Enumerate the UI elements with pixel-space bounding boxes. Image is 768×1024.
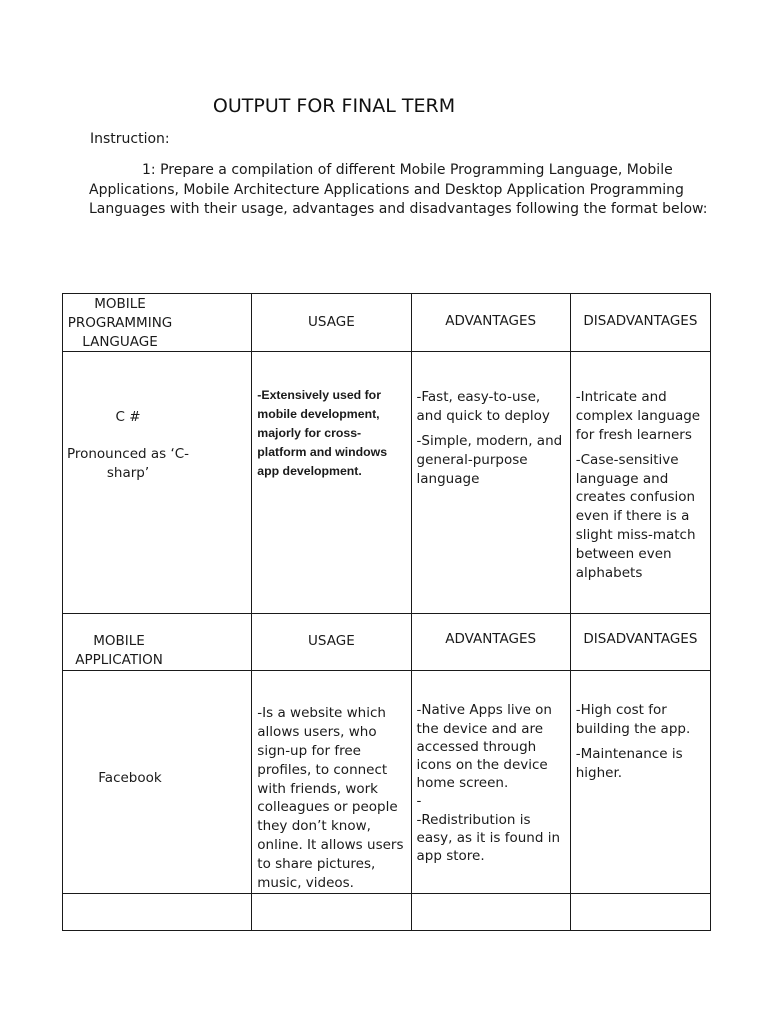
table-cell [63,671,252,894]
advantages-list [412,388,570,488]
header-cell [63,294,252,352]
list-item: -Native Apps live on the device and are accessed through icons on the device home screen. [416,702,552,792]
instruction-text [89,161,709,220]
header-mobile-programming-language: MOBILE PROGRAMMING LANGUAGE [67,296,173,350]
table-cell [252,352,411,614]
table-row [63,352,711,614]
disadvantages-list [571,388,710,582]
list-item: -Maintenance is higher. [575,745,683,781]
header-cell [570,294,710,352]
table-cell [63,352,252,614]
format-table [62,293,711,931]
header-cell [63,614,252,671]
list-item: -Intricate and complex language for fresh learners [575,389,701,443]
usage-text: -Is a website which allows users, who sign-up for free profiles, to connect with friends, work colleagues or people they don’t know, online. It allows users to share pictures, music, videos. [257,705,404,891]
empty-row [63,894,711,931]
instruction-body: 1: Prepare a compilation of different Mobile Programming Language, Mobile Applications, Mobile Architecture Applications and Desktop Application Programming Languages with their usage, advantages and disadvantages following the format below: [89,162,708,217]
header-cell [252,294,411,352]
usage-text: -Extensively used for mobile development, majorly for cross-platform and windows app development. [257,388,388,479]
empty-cell [63,894,252,931]
list-item: -High cost for building the app. [575,702,691,738]
table-cell [411,671,570,894]
table-row [63,671,711,894]
header-mobile-application: MOBILE APPLICATION [75,633,163,669]
disadvantages-list [571,701,710,782]
header-usage: USAGE [308,633,355,650]
app-name: Facebook [98,770,162,787]
list-item: -Fast, easy-to-use, and quick to deploy [416,389,550,425]
instruction-label: Instruction: [90,131,170,147]
list-item: -Simple, modern, and general-purpose language [416,432,563,487]
advantages-list [412,701,570,865]
list-item: -Case-sensitive language and creates confusion even if there is a slight miss-match between even alphabets [575,451,696,581]
empty-cell [411,894,570,931]
table-cell [411,352,570,614]
header-usage: USAGE [308,314,355,330]
header-advantages: ADVANTAGES [445,631,537,648]
empty-cell [570,894,710,931]
page-title: OUTPUT FOR FINAL TERM [212,95,456,117]
list-item: -Redistribution is easy, as it is found in app store. [416,811,560,865]
header-disadvantages: DISADVANTAGES [583,631,698,648]
table-cell [570,671,710,894]
language-name: C # [115,409,141,426]
table-cell [570,352,710,614]
header-advantages: ADVANTAGES [445,313,537,329]
header-cell [570,614,710,671]
table-header-row [63,294,711,352]
header-disadvantages: DISADVANTAGES [583,313,698,329]
header-cell [411,294,570,352]
header-cell [252,614,411,671]
empty-cell [252,894,411,931]
header-cell [411,614,570,671]
table-header-row [63,614,711,671]
language-note: Pronounced as ‘C-sharp’ [66,446,190,481]
table-cell [252,671,411,894]
list-item: - [416,793,422,810]
